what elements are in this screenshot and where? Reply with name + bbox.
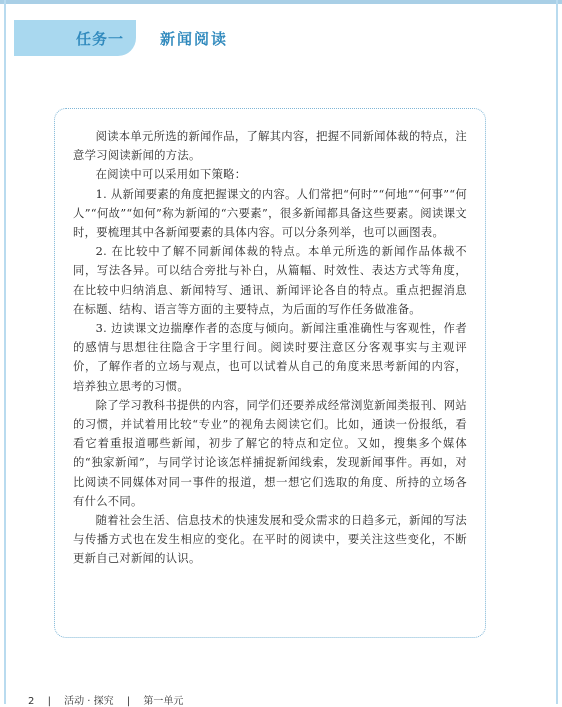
paragraph-strategy-3: 3. 边读课文边揣摩作者的态度与倾向。新闻注重准确性与客观性，作者的感情与思想往往隐含于字里行间。阅读时要注意区分客观事实与主观评价，了解作者的立场与观点，也可以试着从自己的角度来思考新闻的内容，培养独立思考的习惯。 (73, 322, 467, 393)
task-label: 任务一 (76, 30, 125, 48)
right-border (556, 0, 558, 704)
paragraph-strategy-2: 2. 在比较中了解不同新闻体裁的特点。本单元所选的新闻作品体裁不同，写法各异。可以结合旁批与补白，从篇幅、时效性、表达方式等角度，在比较中归纳消息、新闻特写、通讯、新闻评论各自的特点。重点把握消息在标题、结构、语言等方面的主要特点，为后面的写作任务做准备。 (73, 245, 467, 316)
paragraph-strategy-1: 1. 从新闻要素的角度把握课文的内容。人们常把“何时”“何地”“何事”“何人”“何故”“如何”称为新闻的“六要素”，很多新闻都具备这些要素。阅读课文时，要梳理其中各新闻要素的具体内容。可以分条列举，也可以画图表。 (73, 187, 467, 240)
footer-section: 活动 · 探究 (64, 696, 114, 707)
task-title: 新闻阅读 (160, 30, 229, 48)
reading-strategy-box (54, 108, 486, 638)
page-number: 2 (28, 696, 35, 707)
paragraph-conclusion: 随着社会生活、信息技术的快速发展和受众需求的日趋多元，新闻的写法与传播方式也在发生相应的变化。在平时的阅读中，要关注这些变化，不断更新自己对新闻的认识。 (73, 514, 467, 566)
footer-divider: | (126, 696, 131, 707)
paragraph-intro: 阅读本单元所选的新闻作品，了解其内容，把握不同新闻体裁的特点，注意学习阅读新闻的方法。 (73, 130, 467, 163)
paragraph-extended-reading: 除了学习教科书提供的内容，同学们还要养成经常浏览新闻类报刊、网站的习惯，并试着用比较“专业”的视角去阅读它们。比如，通读一份报纸，看看它着重报道哪些新闻，初步了解它的特点和定位。又如，搜集多个媒体的“独家新闻”，与同学讨论该怎样捕捉新闻线索，发现新闻事件。再如，对比阅读不同媒体对同一事件的报道，想一想它们选取的角度、所持的立场各有什么不同。 (73, 398, 467, 508)
footer-divider: | (47, 696, 51, 707)
left-border (4, 0, 6, 704)
paragraph-strategy-lead: 在阅读中可以采用如下策略： (95, 168, 247, 182)
top-border (0, 0, 562, 4)
page-footer (28, 692, 193, 707)
footer-unit: 第一单元 (143, 696, 184, 707)
